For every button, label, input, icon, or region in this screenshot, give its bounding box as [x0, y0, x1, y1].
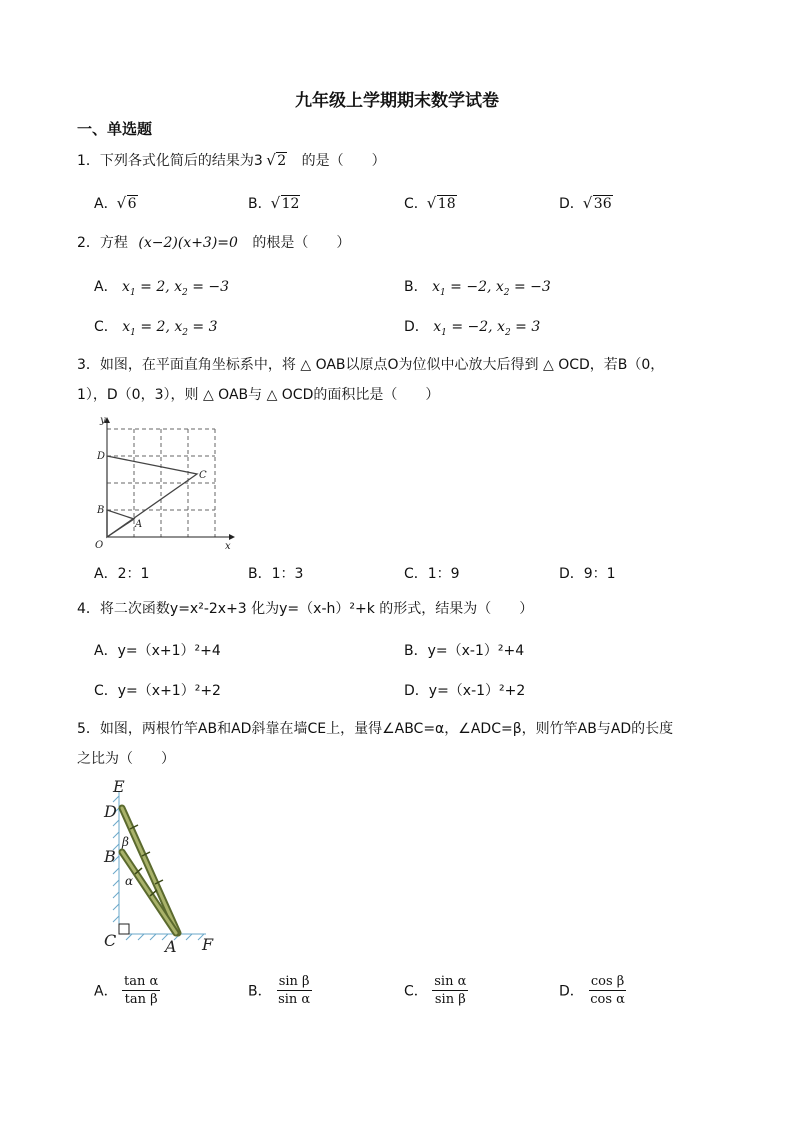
- q5-label-e: E: [113, 777, 125, 796]
- q1-option-d[interactable]: D．√ 36: [559, 193, 613, 213]
- q3-option-c[interactable]: C．1：9: [404, 566, 460, 582]
- question-5-line-2: 之比为（ ）: [77, 751, 175, 767]
- q3-grid: [107, 429, 215, 537]
- q3-label-o: O: [95, 540, 104, 551]
- question-3-line-2: 1），D（0，3），则 △ OAB与 △ OCD的面积比是（ ）: [77, 387, 440, 403]
- q1-stem-post: 的是（ ）: [301, 153, 386, 169]
- question-4-stem: 4．将二次函数y=x²-2x+3 化为y=（x-h）²+k 的形式，结果为（ ）: [77, 601, 534, 617]
- q2-option-a[interactable]: A． $x_1 = 2$, $x_2 = -3$: [94, 279, 230, 298]
- q1-sqrt: √ 2: [267, 153, 287, 169]
- q2-equation: (x−2)(x+3)=0: [138, 235, 238, 251]
- q3-label-y: y: [100, 415, 106, 426]
- question-3-line-1: 3．如图，在平面直角坐标系中，将 △ OAB以原点O为位似中心放大后得到 △ OCD，若B（0，: [77, 357, 665, 373]
- q2-option-d[interactable]: D． $x_1 = -2$, $x_2 = 3$: [404, 319, 541, 338]
- q5-label-c: C: [104, 931, 117, 950]
- question-5-line-1: 5．如图，两根竹竿AB和AD斜靠在墙CE上，量得∠ABC=α，∠ADC=β，则竹竿AB与AD的长度: [77, 721, 674, 737]
- q5-label-beta: β: [122, 835, 129, 849]
- q1-option-c[interactable]: C．√ 18: [404, 193, 457, 213]
- q3-label-a: A: [135, 519, 143, 530]
- q1-option-a[interactable]: A．√ 6: [94, 193, 138, 213]
- q3-triangle-ocd: [107, 456, 197, 537]
- q4-option-a[interactable]: A．y=（x+1）²+4: [94, 643, 221, 659]
- q5-label-f: F: [202, 935, 214, 954]
- q2-option-b[interactable]: B． $x_1 = -2$, $x_2 = -3$: [404, 279, 551, 298]
- q5-option-b[interactable]: B． $\frac{\text{sin β}}{\text{sin α}}$: [248, 974, 311, 1007]
- q4-option-b[interactable]: B．y=（x-1）²+4: [404, 643, 525, 659]
- q4-option-d[interactable]: D．y=（x-1）²+2: [404, 683, 526, 699]
- q5-label-a: A: [165, 937, 177, 956]
- q3-label-x: x: [225, 541, 231, 552]
- q3-option-d[interactable]: D．9：1: [559, 566, 616, 582]
- q3-label-c: C: [199, 470, 207, 481]
- q3-coordinate-figure: [88, 414, 238, 552]
- q3-label-b: B: [97, 505, 105, 516]
- question-2-stem: 2．方程 (x−2)(x+3)=0 的根是（ ）: [77, 235, 351, 251]
- q5-option-d[interactable]: D． $\frac{\text{cos β}}{\text{cos α}}$: [559, 974, 625, 1007]
- q5-right-angle-mark: [119, 924, 129, 934]
- q2-option-c[interactable]: C． $x_1 = 2$, $x_2 = 3$: [94, 319, 218, 338]
- q5-bamboo-figure: [98, 774, 228, 960]
- q3-triangle-oab: [107, 510, 134, 537]
- q3-option-b[interactable]: B．1：3: [248, 566, 304, 582]
- q3-label-d: D: [97, 451, 106, 462]
- q5-label-b: B: [104, 847, 116, 866]
- q5-label-alpha: α: [125, 874, 134, 888]
- q3-x-arrow: [229, 534, 235, 540]
- q1-option-b[interactable]: B．√ 12: [248, 193, 300, 213]
- page-title: 九年级上学期期末数学试卷: [295, 91, 499, 111]
- q5-option-c[interactable]: C． $\frac{\text{sin α}}{\text{sin β}}$: [404, 974, 467, 1007]
- question-1-stem: [77, 150, 386, 170]
- q4-option-c[interactable]: C．y=（x+1）²+2: [94, 683, 221, 699]
- section-heading: 一、单选题: [77, 120, 153, 138]
- q5-option-a[interactable]: A． $\frac{\text{tan α}}{\text{tan β}}$: [94, 974, 159, 1007]
- q3-option-a[interactable]: A．2：1: [94, 566, 150, 582]
- q5-label-d: D: [104, 802, 117, 821]
- q1-stem-pre: 1．下列各式化简后的结果为3: [77, 153, 263, 169]
